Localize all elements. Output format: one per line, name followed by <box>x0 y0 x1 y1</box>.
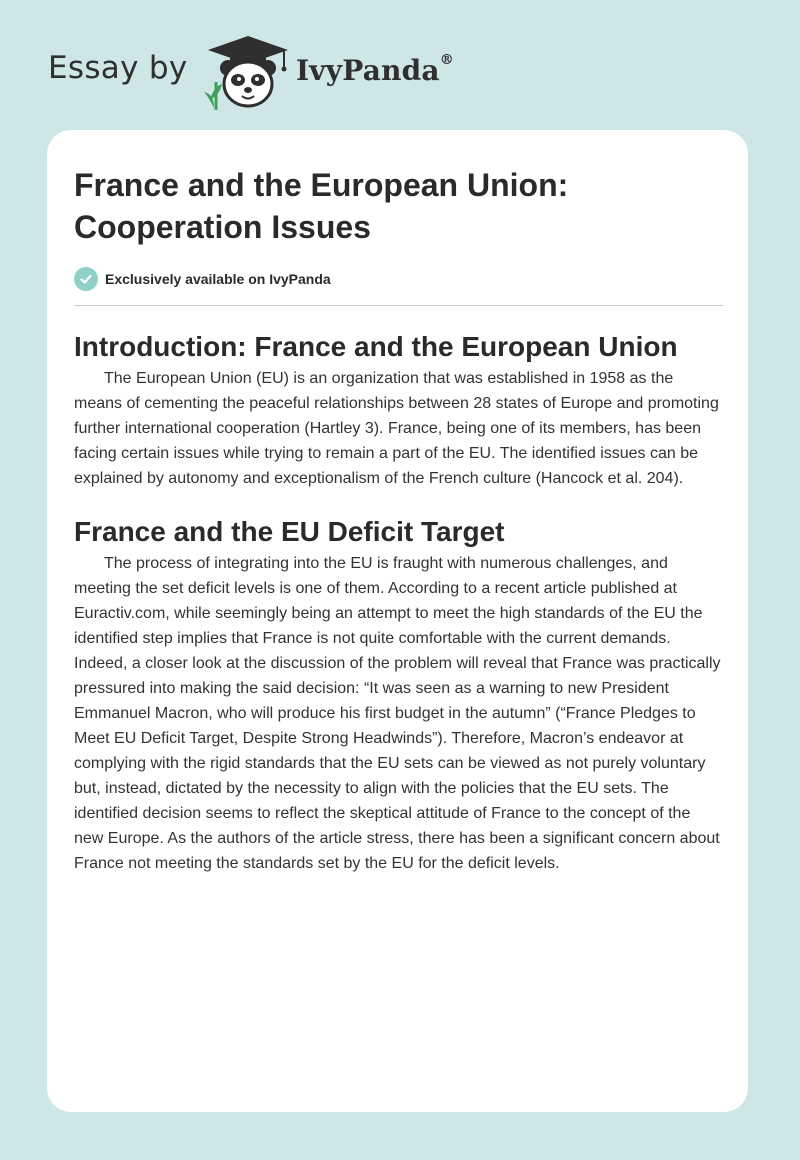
section-heading-introduction: Introduction: France and the European Union <box>74 331 678 362</box>
section-heading-deficit-target: France and the EU Deficit Target <box>74 516 505 547</box>
check-icon <box>74 267 98 291</box>
exclusive-badge <box>74 266 723 292</box>
registered-mark: ® <box>439 52 454 68</box>
site-header <box>48 34 748 114</box>
exclusive-badge-text: Exclusively available on IvyPanda <box>105 271 331 287</box>
section-paragraph-deficit-target: The process of integrating into the EU is fraught with numerous challenges, and meeting the set deficit levels is one of them. According to a recent article published at Euractiv.com, while seemingly being an attempt to meet the high standards of the EU the identified step implies that France is not quite comfortable with the current demands. Indeed, a closer look at the discussion of the problem will reveal that France was practically pressured into making the said decision: “It was seen as a warning to new President Emmanuel Macron, who will produce his first budget in the autumn” (“France Pledges to Meet EU Deficit Target, Despite Strong Headwinds”). Therefore, Macron’s endeavor at complying with the rigid standards that the EU sets can be viewed as not purely voluntary but, instead, dictated by the necessity to align with the policies that the EU sets. The identified decision seems to reflect the skeptical attitude of France to the concept of the new Europe. As the authors of the article stress, there has been a significant concern about France not meeting the standards set by the EU for the deficit levels. <box>74 555 721 872</box>
brand-logo-text[interactable] <box>296 54 454 87</box>
article-content <box>74 164 723 876</box>
panda-graduation-cap-icon[interactable] <box>200 34 296 110</box>
divider <box>74 305 723 306</box>
section-paragraph-introduction: The European Union (EU) is an organization that was established in 1958 as the means of cementing the peaceful relationships between 28 states of Europe and promoting further international cooperation (Hartley 3). France, being one of its members, has been facing certain issues while trying to remain a part of the EU. The identified issues can be explained by autonomy and exceptionalism of the French culture (Hancock et al. 204). <box>74 370 719 487</box>
brand-name: IvyPanda <box>296 54 440 87</box>
article-card <box>47 130 748 1112</box>
article-title: France and the European Union: Cooperation Issues <box>74 167 569 245</box>
essay-by-label: Essay by <box>48 50 188 86</box>
